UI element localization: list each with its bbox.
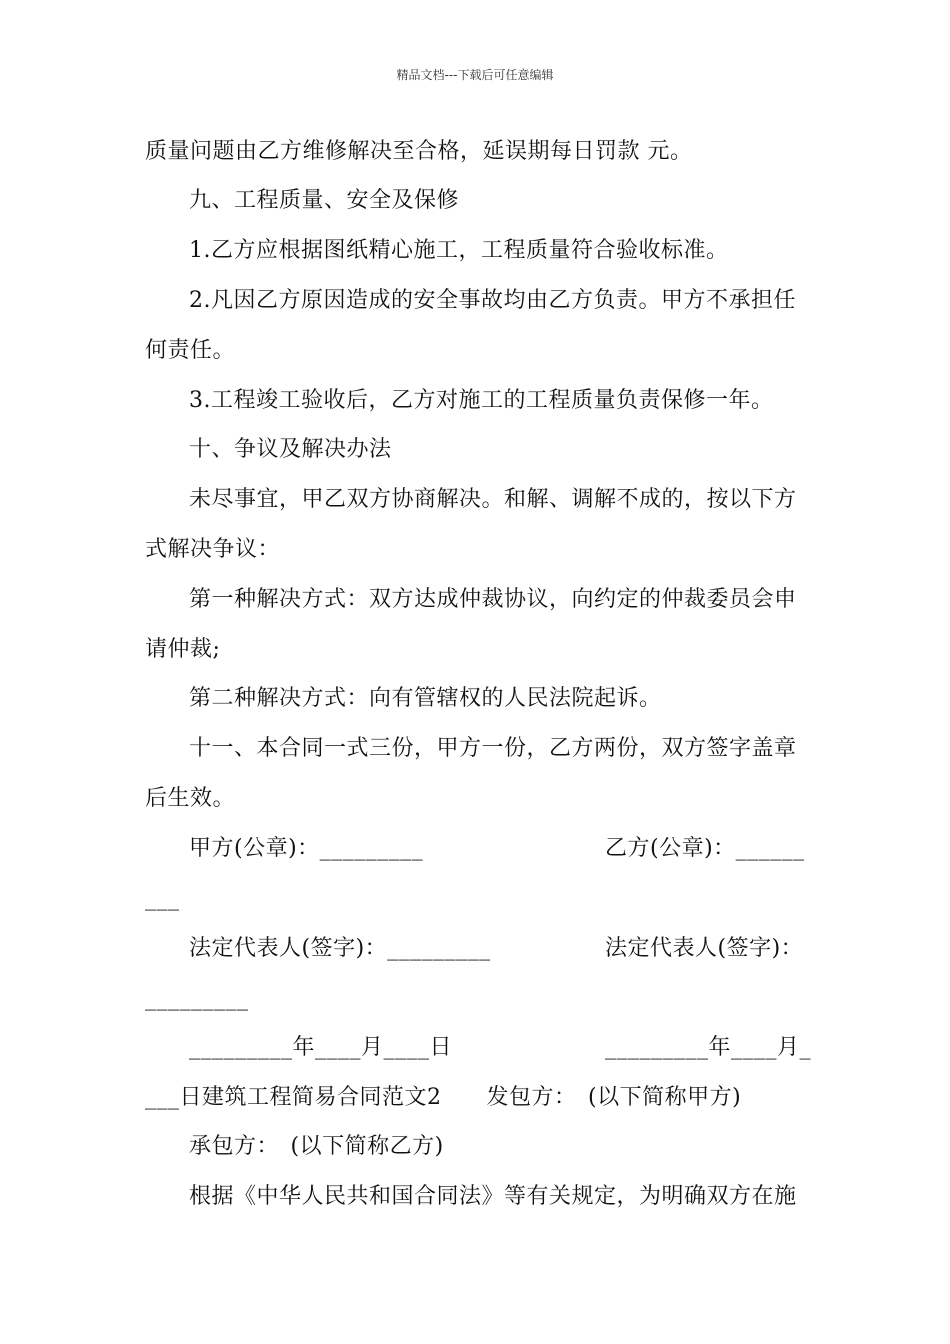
paragraph-line: 式解决争议： (145, 537, 281, 562)
paragraph-line: 第一种解决方式：双方达成仲裁协议，向约定的仲裁委员会申 (189, 587, 797, 612)
paragraph-line: 2.凡因乙方原因造成的安全事故均由乙方负责。甲方不承担任 (189, 288, 796, 313)
paragraph-line: 承包方： (以下简称乙方) (189, 1134, 444, 1159)
paragraph-line: ___日建筑工程简易合同范文2 发包方： (以下简称甲方) (145, 1085, 742, 1110)
paragraph-line: 未尽事宜，甲乙双方协商解决。和解、调解不成的，按以下方 (189, 487, 797, 512)
section-heading: 十、争议及解决办法 (189, 437, 392, 462)
page-header: 精品文档---下载后可任意编辑 (396, 68, 554, 82)
paragraph-line: 后生效。 (145, 786, 236, 811)
party-a-representative: 法定代表人(签字)：_________ (189, 936, 491, 961)
paragraph-line: 质量问题由乙方维修解决至合格，延误期每日罚款 元。 (145, 139, 693, 164)
party-a-seal: 甲方(公章)：_________ (189, 836, 424, 861)
party-b-date: _________年____月_ (605, 1035, 812, 1060)
party-b-seal: 乙方(公章)：______ (605, 836, 805, 861)
paragraph-line: 3.工程竣工验收后，乙方对施工的工程质量负责保修一年。 (189, 388, 774, 413)
paragraph-line: 请仲裁; (145, 637, 221, 662)
paragraph-line: 第二种解决方式：向有管辖权的人民法院起诉。 (189, 686, 662, 711)
paragraph-line: 十一、本合同一式三份，甲方一份，乙方两份，双方签字盖章 (189, 736, 797, 761)
section-heading: 九、工程质量、安全及保修 (189, 188, 460, 213)
underline-continuation: ___ (145, 886, 180, 911)
paragraph-line: 1.乙方应根据图纸精心施工，工程质量符合验收标准。 (189, 238, 729, 263)
party-a-date: _________年____月____日 (189, 1035, 453, 1060)
paragraph-line: 根据《中华人民共和国合同法》等有关规定，为明确双方在施 (189, 1184, 797, 1209)
underline-continuation: _________ (145, 986, 249, 1011)
paragraph-line: 何责任。 (145, 338, 236, 363)
party-b-representative: 法定代表人(签字)： (605, 936, 804, 961)
